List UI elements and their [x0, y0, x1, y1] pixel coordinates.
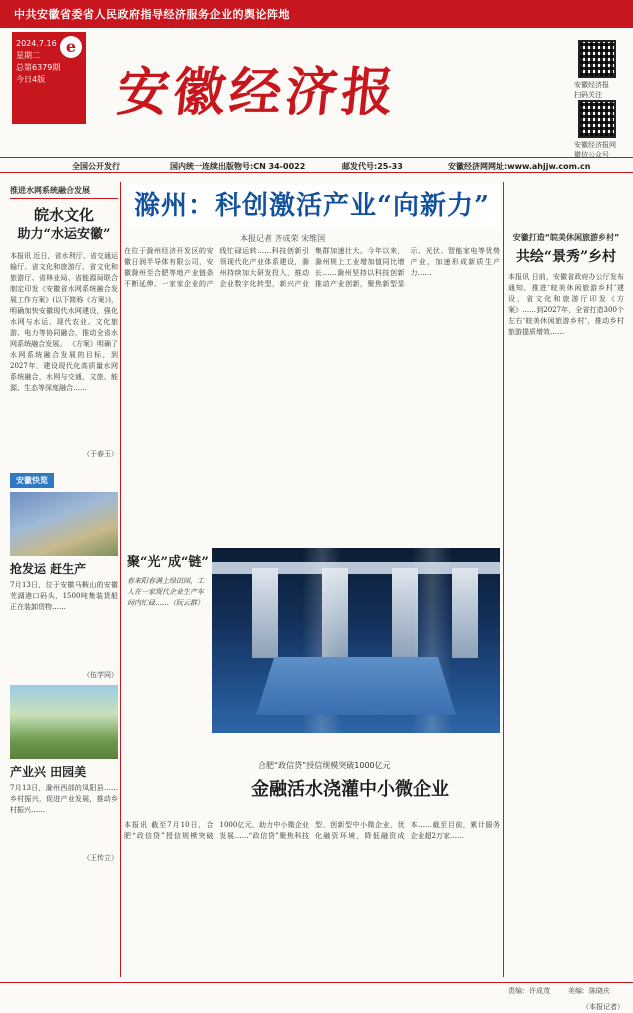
left-title-1: 皖水文化 [33, 206, 94, 224]
qr-label: 安徽经济报 扫码关注 [574, 81, 609, 99]
distribution: 全国公开发行 [72, 162, 120, 171]
designer: 美编：陈晓庆 [568, 987, 610, 995]
weekday: 星期二 [16, 51, 40, 60]
left-lead: 本报讯 近日，省水利厅、省交通运输厅、省文化和旅游厅、省文化和旅游厅、省林业局、省能源局联合制定印发《安徽省水网系统融合发展工作方案》(以下简称《方案》)，明确加快安徽现代水网建设，强化水网与水运、现代农业、文化旅游、电力等协同融合，推动全省水网系统融合发展。 《方案》明确了水网系统融合发展的目标，到2027年，建设现代化高质量水网系统融合，水网与交通、文旅、能源、生态等深度融合…… [10, 252, 119, 392]
byline: 本报记者 齐成荣 宋维国 [240, 234, 326, 243]
main-article: 在位于滁州经济开发区的安徽日润半导体有限公司，安徽滁州至合肥等地产业链条不断延伸。一家家企业的产线忙碌运转……科技创新引领现代化产业体系建设，滁州持续加大研发投入，推动企业数字化转型，新兴产业集群加速壮大。今年以来，滁州规上工业增加值同比增长……滁州坚持以科技创新推动产业创新，聚焦新型显示、光伏、智能家电等优势产业，加速形成新质生产力…… [124, 247, 500, 288]
masthead: 安徽经济报 [114, 62, 401, 123]
news-photo-2 [10, 685, 118, 759]
factory-photo [212, 548, 500, 733]
left-column [10, 185, 118, 864]
side-story [124, 548, 208, 698]
news2-title: 产业兴 田园美 [10, 765, 87, 779]
postal-code: 邮发代号:25-33 [342, 162, 403, 171]
robot-arm [452, 568, 478, 658]
qr-code-icon[interactable] [578, 40, 616, 78]
editor: 责编：许成茂 [508, 987, 550, 995]
news2-text: 7月13日，滁州西部的凤阳县……乡村振兴，促进产业发展，推动乡村振兴…… [10, 784, 118, 814]
top-banner [0, 0, 633, 28]
photo-caption: 合肥“政信贷”授信规模突破1000亿元 [258, 761, 391, 770]
right-kicker: 安徽打造“皖美休闲旅游乡村” [512, 233, 620, 242]
right-credit: （本报记者） [582, 1003, 624, 1011]
author: （于春玉） [83, 450, 118, 458]
quick-news-tag: 安徽快览 [10, 468, 118, 488]
divider [120, 182, 121, 977]
info-bar [0, 157, 633, 173]
footer [0, 982, 633, 995]
right-article: 本报讯 日前，安徽省政府办公厅发布通知，推进‘皖美休闲旅游乡村’建设，省文化和旅游厅印发《方案》……到2027年，全省打造300个左右‘皖美休闲旅游乡村’，推动乡村旅游提质增效…… [508, 273, 624, 336]
news1-text: 7月13日，位于安徽马鞍山的安徽芜湖港口码头，1500吨集装货船正在装卸货物…… [10, 581, 118, 611]
sub-headline: 金融活水浇灌中小微企业 [251, 779, 449, 800]
right-column [508, 232, 624, 1013]
right-headline: 共绘“景秀”乡村 [515, 249, 617, 265]
date-box [12, 32, 86, 124]
e-logo-icon: e [60, 36, 82, 58]
issue-number: 总第6379期 [16, 63, 61, 72]
news-photo-1 [10, 492, 118, 556]
serial-number: 国内统一连续出版物号:CN 34-0022 [170, 162, 306, 171]
slogan: 中共安徽省委省人民政府指导经济服务企业的舆论阵地 [14, 8, 290, 21]
sub-article-title [230, 775, 470, 801]
main-headline: 滁州：科创激活产业“向新力” [124, 185, 500, 227]
robot-arm [252, 568, 278, 658]
credit: （王传立） [83, 854, 118, 862]
website: 安徽经济网网址:www.ahjjw.com.cn [448, 162, 591, 171]
credit: （伍学同） [83, 671, 118, 679]
sub-article: 本报讯 截至7月10日，合肥“政信贷”授信规模突破1000亿元，助力中小微企业发展……“政信贷”聚焦科技型、创新型中小微企业，优化融资环境，降低融资成本……截至目前，累计服务企业超2万家…… [124, 821, 500, 840]
section-label: 推进水网系统融合发展 [10, 185, 118, 199]
qr-code-icon-2[interactable] [578, 100, 616, 138]
left-title-2: 助力“水运安徽” [17, 227, 111, 242]
news1-title: 抢发运 赶生产 [10, 562, 87, 576]
qr-label-2: 安徽经济报网 微信公众号 [574, 141, 616, 159]
page-count: 今日4版 [16, 75, 46, 84]
solar-panel [256, 657, 456, 715]
date: 2024.7.16 [16, 39, 57, 48]
side-story-title: 聚“光”成“链” [127, 555, 209, 570]
divider [503, 182, 504, 977]
side-story-text: 春来阳春满土绿田园，工人在一家现代企业生产车间内忙碌……（阮云群） [127, 577, 204, 607]
